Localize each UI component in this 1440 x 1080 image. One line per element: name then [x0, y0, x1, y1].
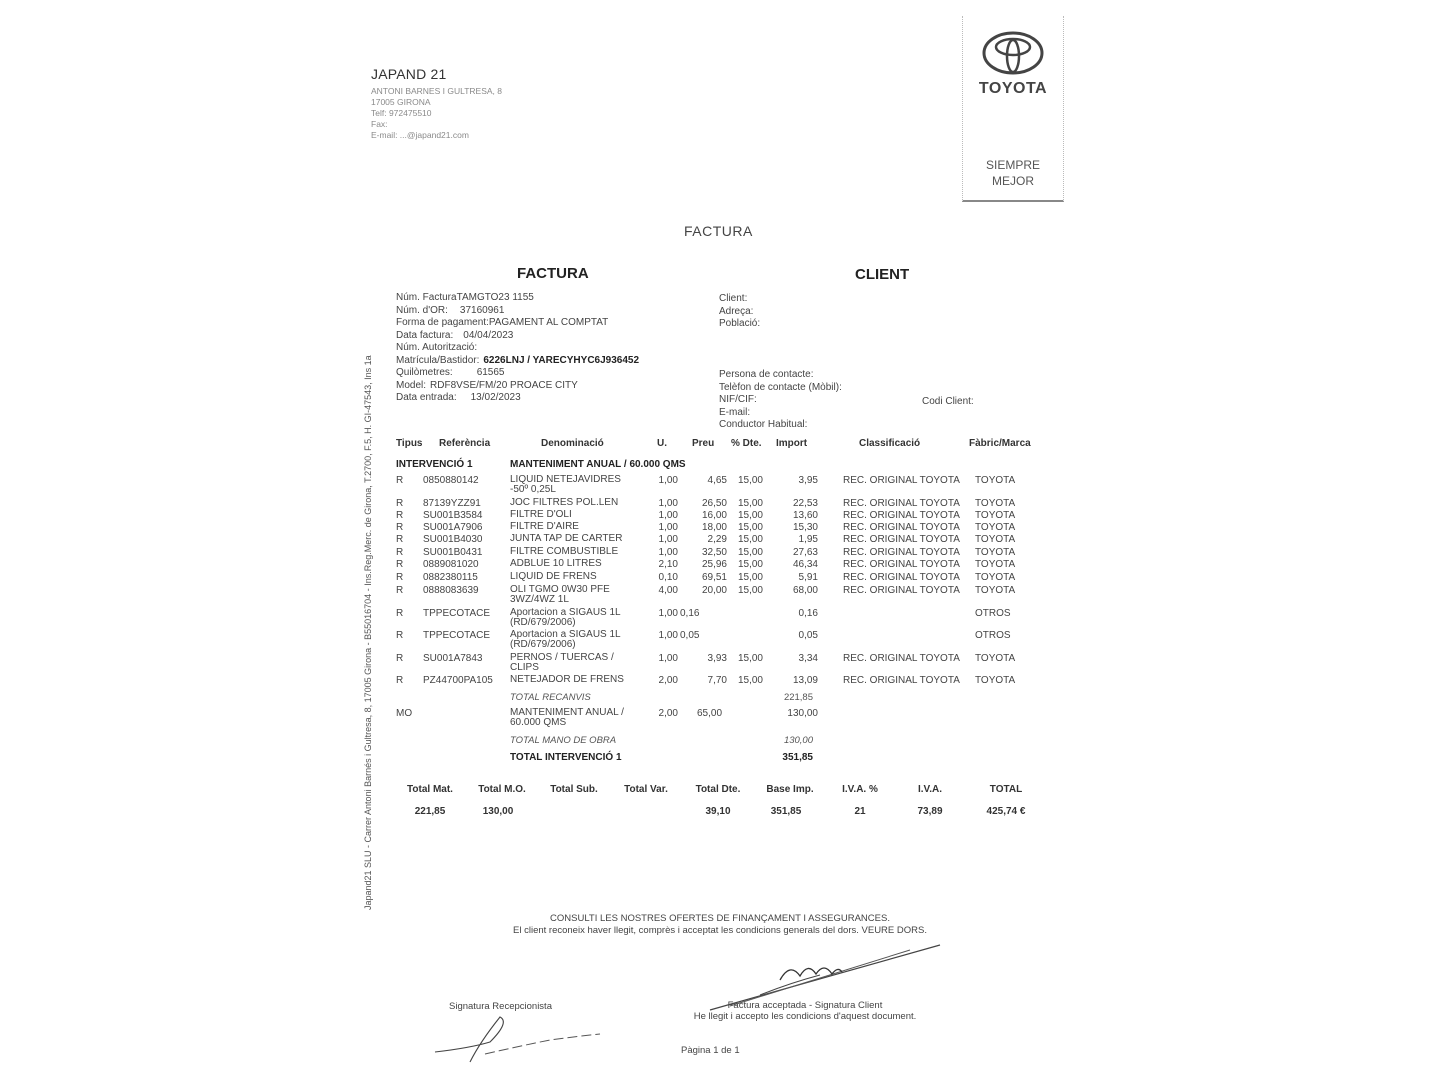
client-code-label: Codi Client: [922, 396, 974, 407]
table-row: R 0882380115 LIQUID DE FRENS 0,10 69,51 15,00 5,91 REC. ORIGINAL TOYOTA TOYOTA [396, 571, 1016, 583]
grand-total-value: 425,74 € [986, 806, 1026, 817]
toyota-logo-icon [981, 30, 1045, 76]
table-row: R SU001A7906 FILTRE D'AIRE 1,00 18,00 15,00 15,30 REC. ORIGINAL TOYOTA TOYOTA [396, 521, 1016, 533]
invoice-number: Núm. FacturaTAMGTO23 1155 [396, 292, 534, 303]
header-import: Import [776, 438, 808, 449]
receptionist-signature-label: Signatura Recepcionista [449, 1001, 552, 1012]
total-discount-header: Total Dte. [695, 784, 741, 795]
table-row: R 87139YZZ91 JOC FILTRES POL.LEN 1,00 26,50 15,00 22,53 REC. ORIGINAL TOYOTA TOYOTA [396, 497, 1016, 509]
table-row: R TPPECOTACE Aportacion a SIGAUS 1L (RD/679/2006) 1,00 0,16 0,16 OTROS [396, 607, 1011, 628]
table-row: R SU001B0431 FILTRE COMBUSTIBLE 1,00 32,50 15,00 27,63 REC. ORIGINAL TOYOTA TOYOTA [396, 546, 1016, 558]
brand-box [962, 16, 1064, 202]
page-number: Pàgina 1 de 1 [681, 1045, 740, 1056]
conditions-note: El client reconeix haver llegit, comprès i acceptat les condicions generals del dors. VEURE DORS. [513, 925, 927, 936]
company-city: 17005 GIRONA [371, 97, 431, 107]
vat-value: 73,89 [917, 806, 943, 817]
authorization-number: Núm. Autorització: [396, 342, 478, 353]
invoice-date: Data factura: 04/04/2023 [396, 329, 514, 341]
payment-method: Forma de pagament:PAGAMENT AL COMPTAT [396, 317, 609, 328]
company-header [371, 66, 502, 141]
nif-label: NIF/CIF: [719, 394, 757, 405]
entry-date: Data entrada: 13/02/2023 [396, 392, 521, 403]
vat-percent-header: I.V.A. % [842, 784, 878, 795]
header-u: U. [657, 438, 667, 449]
total-materials-value: 221,85 [414, 806, 446, 817]
client-address-fields [719, 293, 760, 331]
receptionist-signature-icon [430, 1012, 610, 1067]
contact-phone-label: Telèfon de contacte (Mòbil): [719, 381, 842, 393]
total-materials-header: Total Mat. [407, 784, 453, 795]
model: Model: RDF8VSE/FM/20 PROACE CITY [396, 379, 578, 391]
total-labor-value: 130,00 [482, 806, 514, 817]
brand-name: TOYOTA [978, 80, 1048, 97]
vat-percent-value: 21 [854, 806, 866, 817]
company-fax: Fax: [371, 119, 388, 129]
total-intervention-label: TOTAL INTERVENCIÓ 1 [510, 752, 622, 763]
table-row: R TPPECOTACE Aportacion a SIGAUS 1L (RD/679/2006) 1,00 0,05 0,05 OTROS [396, 629, 1011, 650]
driver-label: Conductor Habitual: [719, 419, 808, 430]
table-row: R 0888083639 OLI TGMO 0W30 PFE 3WZ/4WZ 1L 4,00 20,00 15,00 68,00 REC. ORIGINAL TOYOTA TOYOTA [396, 584, 1016, 605]
tax-base-header: Base Imp. [766, 784, 814, 795]
table-row: R 0889081020 ADBLUE 10 LITRES 2,10 25,96 15,00 46,34 REC. ORIGINAL TOYOTA TOYOTA [396, 558, 1016, 570]
header-marca: Fàbric/Marca [969, 438, 1031, 449]
vat-header: I.V.A. [917, 784, 943, 795]
company-phone: Telf: 972475510 [371, 108, 432, 118]
financing-note: CONSULTI LES NOSTRES OFERTES DE FINANÇAMENT I ASSEGURANCES. [550, 913, 890, 924]
table-row: R PZ44700PA105 NETEJADOR DE FRENS 2,00 7,70 15,00 13,09 REC. ORIGINAL TOYOTA TOYOTA [396, 674, 1016, 686]
header-dte: % Dte. [731, 438, 762, 449]
header-denominacio: Denominació [541, 438, 604, 449]
company-email: E-mail: ...@japand21.com [371, 130, 469, 140]
intervention-description: MANTENIMENT ANUAL / 60.000 QMS [510, 459, 686, 470]
client-contact-fields [719, 369, 842, 432]
total-intervention-value: 351,85 [782, 752, 813, 763]
table-row: R 0850880142 LIQUID NETEJAVIDRES -50º 0,25L 1,00 4,65 15,00 3,95 REC. ORIGINAL TOYOTA TOYOTA [396, 474, 1016, 495]
kilometers: Quilòmetres: 61565 [396, 367, 505, 378]
table-row: R SU001A7843 PERNOS / TUERCAS / CLIPS 1,00 3,93 15,00 3,34 REC. ORIGINAL TOYOTA TOYOTA [396, 652, 1016, 673]
plate-chassis: Matrícula/Bastidor: 6226LNJ / YARECYHYC6J936452 [396, 354, 640, 366]
total-labor-header: Total M.O. [478, 784, 526, 795]
factura-details [396, 292, 639, 405]
table-row: R SU001B3584 FILTRE D'OLI 1,00 16,00 15,00 13,60 REC. ORIGINAL TOYOTA TOYOTA [396, 509, 1016, 521]
total-labor-label: TOTAL MANO DE OBRA [510, 735, 617, 746]
header-preu: Preu [692, 438, 715, 449]
footer-notice [480, 913, 960, 937]
total-var-header: Total Var. [624, 784, 668, 795]
brand-tagline: SIEMPRE MEJOR [985, 158, 1040, 188]
intervention-label: INTERVENCIÓ 1 [396, 459, 473, 470]
company-address: ANTONI BARNES I GULTRESA, 8 [371, 86, 502, 96]
grand-total-header: TOTAL [989, 784, 1023, 795]
factura-heading: FACTURA [517, 265, 589, 282]
tax-base-value: 351,85 [770, 806, 802, 817]
client-address-label: Adreça: [719, 305, 754, 317]
client-city-label: Població: [719, 318, 761, 329]
company-name: JAPAND 21 [371, 66, 447, 82]
registry-side-text: Japand21 SLU - Carrer Antoni Barnés i Gultresa, 8, 17005 Girona - B55016704 - Ins.Reg.Merc. de Girona, T.2700, F.5, H. GI-47543, Ins 1a [363, 355, 373, 910]
total-parts-value: 221,85 [783, 692, 813, 703]
table-row: R SU001B4030 JUNTA TAP DE CARTER 1,00 2,29 15,00 1,95 REC. ORIGINAL TOYOTA TOYOTA [396, 533, 1016, 545]
header-classificacio: Classificació [859, 438, 921, 449]
contact-person-label: Persona de contacte: [719, 369, 814, 380]
client-name-label: Client: [719, 293, 748, 304]
header-tipus: Tipus [396, 438, 423, 449]
email-label: E-mail: [719, 406, 751, 418]
total-parts-label: TOTAL RECANVIS [510, 692, 591, 703]
total-sub-header: Total Sub. [550, 784, 598, 795]
header-referencia: Referència [439, 438, 491, 449]
labor-row: MO MANTENIMENT ANUAL / 60.000 QMS 2,00 65,00 130,00 [396, 707, 818, 728]
document-title: FACTURA [684, 223, 753, 239]
total-discount-value: 39,10 [705, 806, 731, 817]
order-number: Núm. d'OR: 37160961 [396, 304, 505, 316]
client-signature-label: Factura acceptada - Signatura Client He llegit i accepto les condicions d'aquest document. [693, 1000, 917, 1022]
total-labor-value: 130,00 [783, 735, 813, 746]
client-heading: CLIENT [855, 266, 910, 283]
